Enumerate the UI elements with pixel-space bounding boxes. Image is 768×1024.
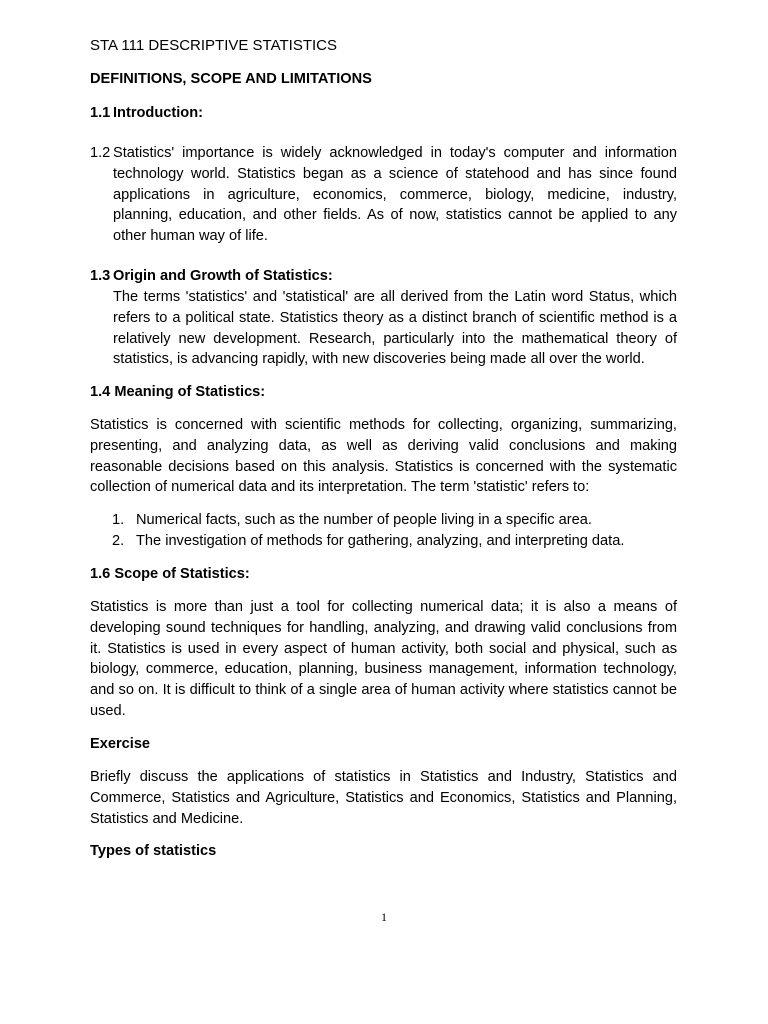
main-heading: DEFINITIONS, SCOPE AND LIMITATIONS bbox=[90, 71, 372, 87]
section-1-3-heading: Origin and Growth of Statistics: bbox=[113, 268, 333, 284]
section-1-4-heading: 1.4 Meaning of Statistics: bbox=[90, 384, 266, 400]
statistic-meaning-list bbox=[90, 510, 677, 552]
list-item-text: Numerical facts, such as the number of people living in a specific area. bbox=[136, 512, 592, 528]
course-title: STA 111 DESCRIPTIVE STATISTICS bbox=[90, 37, 338, 54]
list-item bbox=[90, 531, 677, 552]
exercise-paragraph: Briefly discuss the applications of statistics in Statistics and Industry, Statistics and Commerce, Statistics and Agriculture, Statistics and Economics, Statistics and Planning, Statistics and Medicine. bbox=[90, 769, 677, 827]
list-marker: 1. bbox=[112, 512, 125, 528]
exercise-heading: Exercise bbox=[90, 736, 151, 752]
list-marker: 2. bbox=[112, 532, 125, 549]
section-1-6-paragraph: Statistics is more than just a tool for collecting numerical data; it is also a means of developing sound techniques for handling, analyzing, and drawing valid conclusions from it. Statistics is used in every aspect of human activity, both social and physical, such as biology, commerce, education, planning, business management, information technology, and so on. It is difficult to think of a single area of human activity where statistics cannot be used. bbox=[90, 599, 677, 719]
section-1-1-heading: Introduction: bbox=[113, 105, 203, 121]
section-1-1-number: 1.1 bbox=[90, 105, 111, 121]
section-1-6-heading: 1.6 Scope of Statistics: bbox=[90, 566, 250, 582]
list-item-text: The investigation of methods for gathering, analyzing, and interpreting data. bbox=[136, 532, 625, 549]
section-1-2-paragraph: Statistics' importance is widely acknowledged in today's computer and information technology world. Statistics began as a science of statehood and has since found applications in agriculture, economics, commerce, biology, medicine, industry, planning, education, and other fields. As of now, statistics cannot be applied to any other human way of life. bbox=[113, 145, 677, 245]
section-1-2-number: 1.2 bbox=[90, 145, 111, 161]
types-of-statistics-heading: Types of statistics bbox=[90, 843, 217, 859]
section-1-3-number: 1.3 bbox=[90, 268, 111, 284]
section-1-4-paragraph: Statistics is concerned with scientific methods for collecting, organizing, summarizing, presenting, and analyzing data, as well as deriving valid conclusions and making reasonable decisions based on this analysis. Statistics is concerned with the systematic collection of numerical data and its interpretation. The term 'statistic' refers to: bbox=[90, 417, 677, 496]
section-1-3-paragraph: The terms 'statistics' and 'statistical' are all derived from the Latin word Status, which refers to a political state. Statistics theory as a distinct branch of scientific method is a relatively new development. Research, particularly into the mathematical theory of statistics, is advancing rapidly, with new discoveries being made all over the world. bbox=[113, 289, 677, 368]
page-number: 1 bbox=[381, 910, 387, 924]
list-item bbox=[90, 510, 677, 531]
